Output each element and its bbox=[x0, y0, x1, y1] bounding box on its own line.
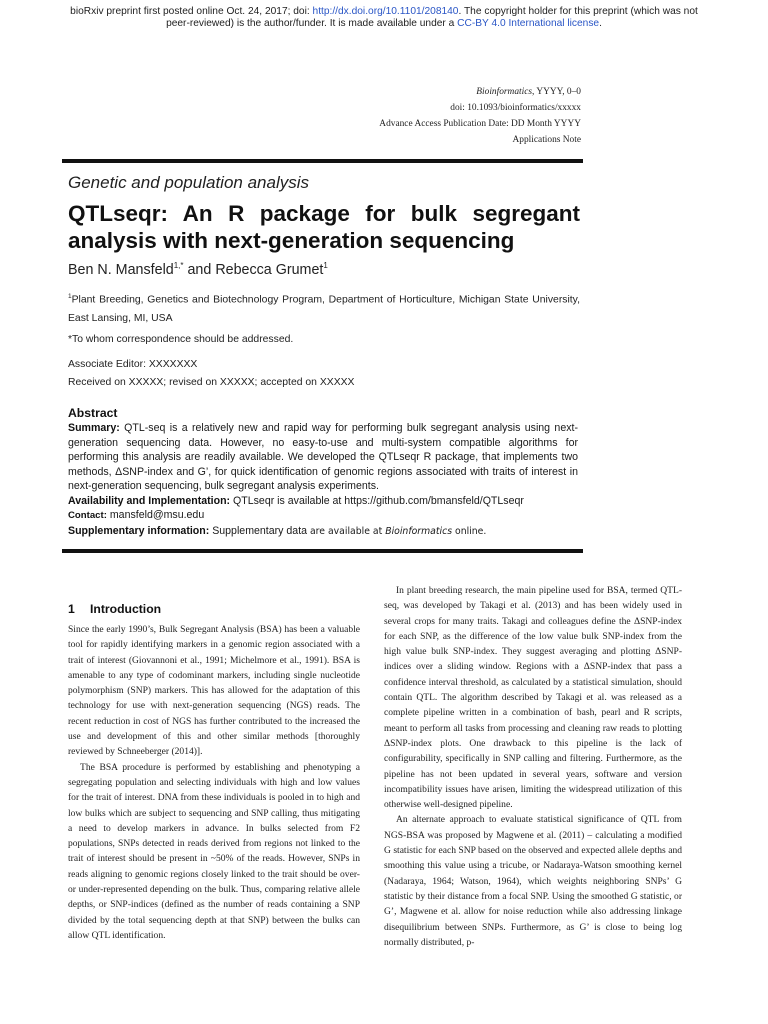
supplementary-text: Supplementary data bbox=[209, 524, 308, 537]
author-affil-mark: 1 bbox=[323, 261, 328, 270]
abstract-availability bbox=[68, 494, 578, 509]
author-affil-mark: 1,* bbox=[173, 261, 184, 270]
title-line-2: analysis with next-generation sequencing bbox=[68, 228, 515, 253]
supplementary-text: online. bbox=[452, 525, 487, 537]
abstract-heading: Abstract bbox=[68, 406, 118, 420]
abstract-supplementary bbox=[68, 524, 578, 540]
section-heading-introduction bbox=[68, 602, 161, 616]
author-conjunction: and bbox=[183, 261, 216, 278]
abstract-summary bbox=[68, 421, 578, 494]
supplementary-label: Supplementary information: bbox=[68, 524, 210, 537]
paragraph: The BSA procedure is performed by establishing and phenotyping a segregating population and selecting individuals with high and low values for the trait of interest. DNA from these individuals is pooled in to high and low bulks which are subject to sequencing and SNP calling, thus mitigating a need to develop markers in advance. In bulks selected from F2 populations, SNPs detected in reads derived from regions not linked to the trait of interest should be present in ~50% of the reads. However, SNPs in reads aligning to genomic regions closely linked to the trait should be over- or under-represented depending on the bulk. Thus, comparing relative allele depths, or SNP-indices (defined as the number of reads containing a SNP divided by the total sequencing depth at that SNP) between the bulks can allow QTL identification. bbox=[68, 761, 360, 941]
left-column bbox=[68, 622, 360, 943]
section-title: Introduction bbox=[90, 602, 162, 616]
contact-label: Contact: bbox=[68, 510, 107, 521]
summary-text: QTL-seq is a relatively new and rapid way for performing bulk segregant analysis using next-generation sequencing data. However, no easy-to-use and multi-system compatible algorithms for performing this analysis are readily available. We developed the QTLseqr R package, that implements two methods, ΔSNP-index and G’, for quick identification of genomic regions associated with traits of interest in next-generation sequencing, bulk segregant analysis experiments. bbox=[68, 422, 578, 492]
title-line-1: QTLseqr: An R package for bulk segregant bbox=[68, 201, 580, 226]
affiliation-text: Plant Breeding, Genetics and Biotechnology Program, Department of Horticulture, Michigan State University, East Lansing, MI, USA bbox=[68, 294, 580, 325]
correspondence-note: *To whom correspondence should be addressed. bbox=[68, 334, 294, 345]
banner-line-2 bbox=[0, 18, 768, 30]
associate-editor: Associate Editor: XXXXXXX bbox=[68, 359, 198, 370]
author-list bbox=[68, 261, 328, 278]
supplementary-text: are available at bbox=[307, 525, 386, 537]
doi-link[interactable]: http://dx.doi.org/10.1101/208140 bbox=[312, 6, 459, 17]
summary-label: Summary: bbox=[68, 422, 120, 434]
affiliation bbox=[68, 287, 580, 328]
banner-text: peer-reviewed) is the author/funder. It is made available under a bbox=[166, 18, 458, 29]
journal-pub-date: Advance Access Publication Date: DD Month YYYY bbox=[379, 119, 581, 129]
section-number: 1 bbox=[68, 602, 75, 616]
banner-text: . The copyright holder for this preprint (which was not bbox=[458, 6, 698, 17]
availability-text: QTLseqr is available at https://github.com/bmansfeld/QTLseqr bbox=[230, 494, 524, 507]
paragraph: In plant breeding research, the main pipeline used for BSA, termed QTL-seq, was developed by Takagi et al. (2013) and has been widely used in several crops for many traits. Takagi and colleagues define the ΔSNP-index for each SNP, as the difference of the low value bulk SNP-index from the high value bulk SNP-index. They suggest averaging and plotting ΔSNP-indices over a sliding window. Regions with a ΔSNP-index that pass a confidence interval threshold, as calculated by a statistical simulation, should contain QTL. The algorithm described by Takagi et al. was released as a complete pipeline written in a combination of bash, pearl and R scripts, meant to perform all tasks from processing and cleaning raw reads to plotting ΔSNP-index plots. One drawback to this pipeline is the lack of configurability, specifically in SNP calling and filtering. Furthermore, as the pipeline has not been updated in several years, software and version incompatibility issues have arisen, limiting the widespread utilization of this otherwise well-designed pipeline. bbox=[384, 585, 682, 811]
contact-email[interactable]: mansfeld@msu.edu bbox=[106, 509, 205, 521]
banner-text: . bbox=[599, 18, 602, 29]
supplementary-journal: Bioinformatics bbox=[385, 525, 453, 537]
biorxiv-banner bbox=[0, 6, 768, 30]
journal-info bbox=[379, 84, 581, 148]
abstract-contact bbox=[68, 508, 578, 524]
license-link[interactable]: CC-BY 4.0 International license bbox=[457, 18, 600, 29]
journal-citation bbox=[379, 84, 581, 100]
article-category: Genetic and population analysis bbox=[68, 173, 309, 192]
banner-line-1 bbox=[0, 6, 768, 18]
article-title bbox=[68, 200, 580, 254]
paragraph: An alternate approach to evaluate statistical significance of QTL from NGS-BSA was proposed by Magwene et al. (2011) – calculating a modified G statistic for each SNP based on the observed and expected allele depths and smoothing this value using a tricube, or Nadaraya-Watson smoothing kernel (Nadaraya, 1964; Watson, 1964), which weights neighboring SNPs’ G statistic by their distance from a focal SNP. Using the smoothed G statistic, or G’, Magwene et al. allow for noise reduction while also addressing linkage disequilibrium between SNPs. Furthermore, as G’ is close to being log normally distributed, p- bbox=[384, 814, 682, 948]
journal-issue: , YYYY, 0–0 bbox=[532, 87, 581, 97]
header-rule-bottom bbox=[62, 549, 583, 553]
affiliation-mark: 1 bbox=[68, 293, 72, 300]
author-name: Rebecca Grumet bbox=[215, 261, 324, 278]
header-rule-top bbox=[62, 159, 583, 163]
abstract-body bbox=[68, 421, 578, 539]
right-column bbox=[384, 583, 682, 950]
journal-article-type: Applications Note bbox=[512, 135, 581, 145]
banner-text: bioRxiv preprint first posted online Oct. 24, 2017; doi: bbox=[70, 6, 313, 17]
author-name: Ben N. Mansfeld bbox=[68, 261, 174, 278]
journal-doi: doi: 10.1093/bioinformatics/xxxxx bbox=[450, 103, 581, 113]
received-dates: Received on XXXXX; revised on XXXXX; accepted on XXXXX bbox=[68, 377, 355, 388]
paragraph: Since the early 1990’s, Bulk Segregant Analysis (BSA) has been a valuable tool for rapidly identifying markers in a genomic region associated with a trait of interest (Giovannoni et al., 1991; Michelmore et al., 1991). BSA is amenable to any type of codominant markers, including single nucleotide polymorphism (SNP) markers. This has allowed for the adaptation of this technology for use with next-generation sequencing (NGS) reads. The recent reduction in cost of NGS has further contributed to the increased the use and development of this and other similar methods [thoroughly reviewed by Schneeberger (2014)]. bbox=[68, 624, 360, 758]
availability-label: Availability and Implementation: bbox=[68, 494, 231, 507]
journal-name: Bioinformatics bbox=[476, 87, 533, 97]
